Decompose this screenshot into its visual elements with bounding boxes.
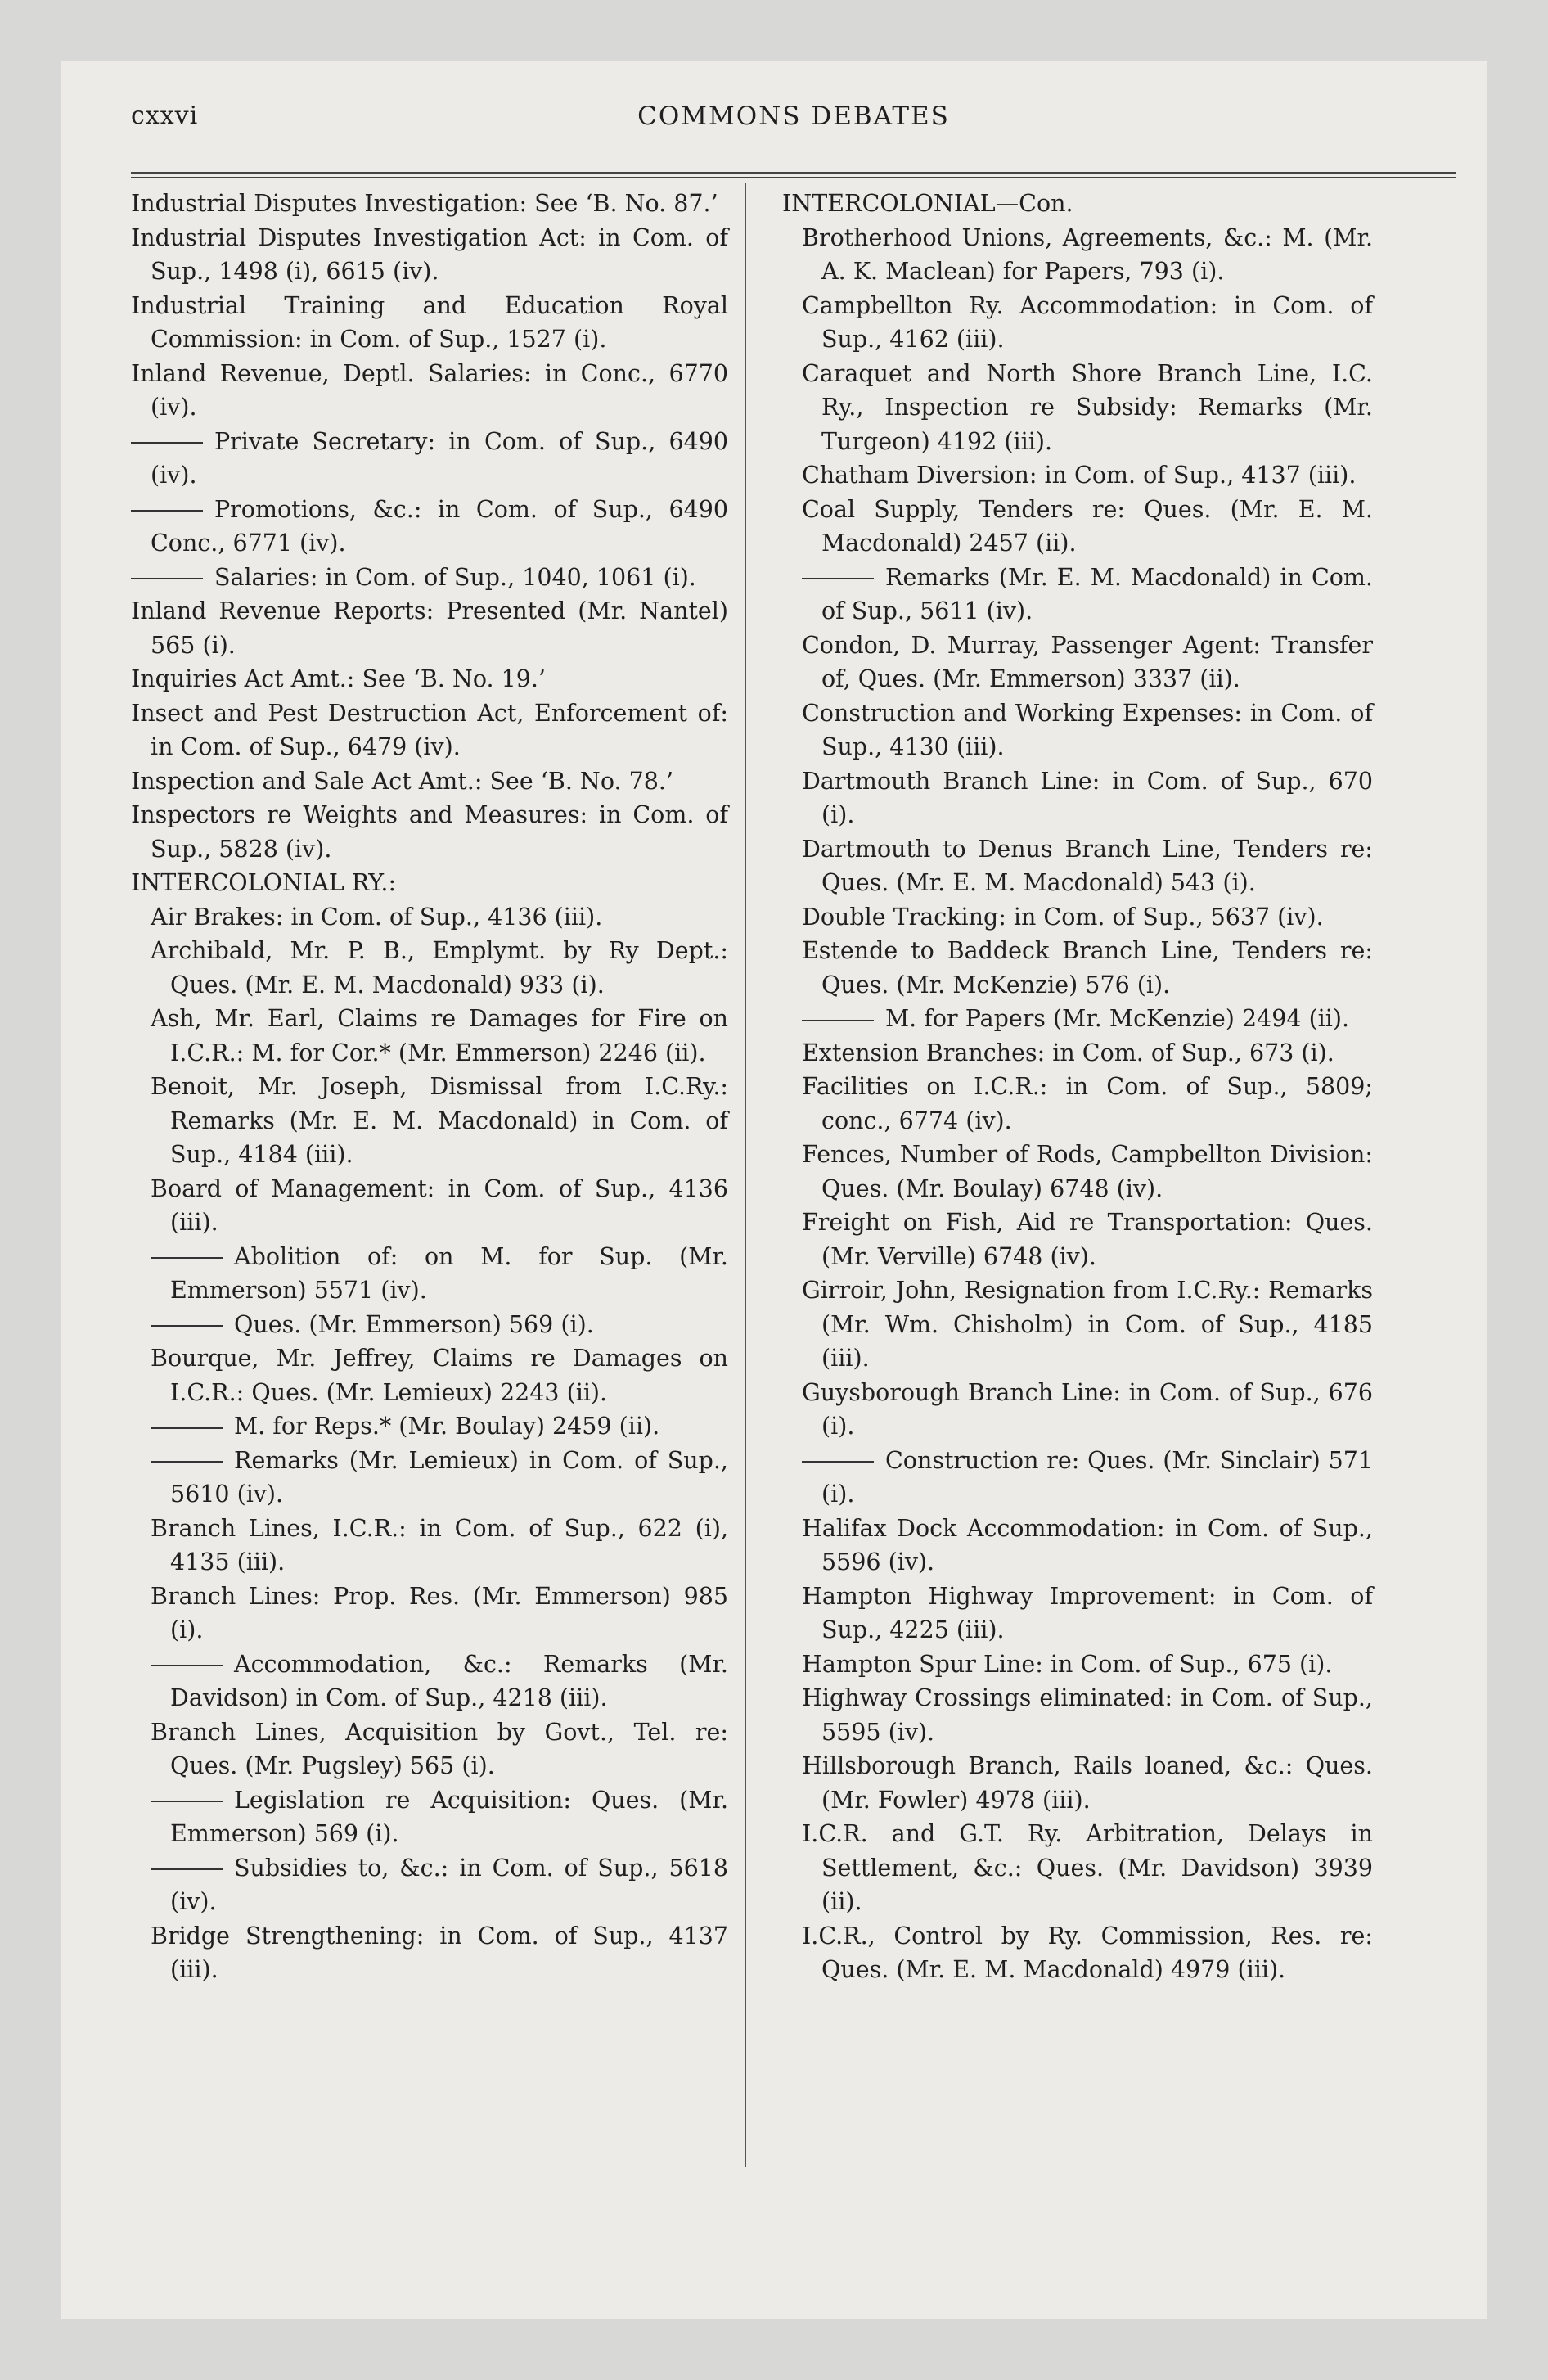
ditto-dash (802, 1461, 874, 1463)
ditto-dash (131, 578, 203, 579)
index-entry (151, 1648, 728, 1715)
ditto-dash (131, 510, 203, 512)
index-entry (802, 1681, 1373, 1749)
index-heading (782, 187, 1373, 221)
index-entry (151, 1783, 728, 1851)
ditto-dash (802, 578, 874, 579)
index-entry (131, 425, 728, 493)
index-entry (802, 1919, 1373, 1987)
entry-text: Caraquet and North Shore Branch Line, I.C. Ry., Inspection re Subsidy: Remarks (Mr. Turgeon) 4192 (iii). (802, 359, 1373, 455)
index-entry (802, 832, 1373, 900)
index-entry (151, 1444, 728, 1512)
entry-text: Ques. (Mr. Emmerson) 569 (i). (234, 1310, 594, 1338)
entry-text: Facilities on I.C.R.: in Com. of Sup., 5809; conc., 6774 (iv). (802, 1073, 1373, 1134)
index-entry (802, 1580, 1373, 1648)
ditto-dash (151, 1801, 223, 1802)
entry-text: Benoit, Mr. Joseph, Dismissal from I.C.Ry.: Remarks (Mr. E. M. Macdonald) in Com. of Sup., 4184 (iii). (151, 1073, 728, 1168)
entry-text: Double Tracking: in Com. of Sup., 5637 (iv). (802, 903, 1324, 931)
index-entry (802, 1444, 1373, 1512)
entry-text: M. for Reps.* (Mr. Boulay) 2459 (ii). (234, 1413, 660, 1440)
document-page (61, 61, 1487, 2319)
entry-text: Inspection and Sale Act Amt.: See ‘B. No. 78.’ (131, 767, 674, 795)
index-entry (151, 1919, 728, 1987)
index-entry (151, 1580, 728, 1648)
ditto-dash (151, 1665, 223, 1666)
header-rule (131, 172, 1456, 174)
index-entry (802, 1036, 1373, 1071)
index-entry (151, 1409, 728, 1444)
index-entry (131, 662, 728, 696)
index-entry (151, 1308, 728, 1342)
entry-text: Insect and Pest Destruction Act, Enforcement of: in Com. of Sup., 6479 (iv). (131, 699, 728, 760)
index-heading (131, 866, 728, 900)
index-entry (151, 900, 728, 935)
index-entry (802, 629, 1373, 696)
index-entry (131, 764, 728, 799)
entry-text: Inquiries Act Amt.: See ‘B. No. 19.’ (131, 665, 546, 692)
index-entry (151, 1341, 728, 1409)
index-entry (151, 934, 728, 1002)
entry-text: Dartmouth to Denus Branch Line, Tenders re: Ques. (Mr. E. M. Macdonald) 543 (i). (802, 835, 1373, 896)
entry-text: Girroir, John, Resignation from I.C.Ry.: Remarks (Mr. Wm. Chisholm) in Com. of Sup., 4185 (iii). (802, 1277, 1373, 1372)
entry-text: M. for Papers (Mr. McKenzie) 2494 (ii). (885, 1005, 1350, 1032)
entry-text: Branch Lines: Prop. Res. (Mr. Emmerson) 985 (i). (151, 1582, 728, 1643)
index-entry (131, 798, 728, 866)
entry-text: I.C.R., Control by Ry. Commission, Res. re: Ques. (Mr. E. M. Macdonald) 4979 (iii). (802, 1922, 1373, 1983)
index-entry (802, 1817, 1373, 1919)
entry-text: Salaries: in Com. of Sup., 1040, 1061 (i). (214, 563, 696, 591)
entry-text: Industrial Disputes Investigation Act: in Com. of Sup., 1498 (i), 6615 (iv). (131, 223, 728, 285)
ditto-dash (131, 442, 203, 444)
index-entry (151, 1512, 728, 1580)
entry-text: Industrial Disputes Investigation: See ‘B. No. 87.’ (131, 190, 718, 217)
ditto-dash (151, 1868, 223, 1870)
index-entry (802, 493, 1373, 561)
entry-text: Highway Crossings eliminated: in Com. of Sup., 5595 (iv). (802, 1684, 1373, 1746)
entry-text: Hillsborough Branch, Rails loaned, &c.: Ques. (Mr. Fowler) 4978 (iii). (802, 1752, 1373, 1814)
index-entry (131, 561, 728, 595)
entry-text: Air Brakes: in Com. of Sup., 4136 (iii). (151, 903, 603, 931)
entry-text: Extension Branches: in Com. of Sup., 673 (i). (802, 1039, 1334, 1066)
entry-text: Guysborough Branch Line: in Com. of Sup., 676 (i). (802, 1378, 1373, 1440)
index-entry (802, 1376, 1373, 1444)
index-entry (802, 221, 1373, 289)
index-entry (802, 764, 1373, 832)
entry-text: Bridge Strengthening: in Com. of Sup., 4137 (iii). (151, 1922, 728, 1983)
entry-text: I.C.R. and G.T. Ry. Arbitration, Delays in Settlement, &c.: Ques. (Mr. Davidson) 3939 (ii). (802, 1820, 1373, 1915)
entry-text: Chatham Diversion: in Com. of Sup., 4137 (iii). (802, 462, 1357, 489)
entry-text: Archibald, Mr. P. B., Emplymt. by Ry Dept.: Ques. (Mr. E. M. Macdonald) 933 (i). (151, 937, 728, 998)
entry-text: Construction and Working Expenses: in Com. of Sup., 4130 (iii). (802, 699, 1373, 760)
entry-text: Private Secretary: in Com. of Sup., 6490 (iv). (151, 427, 728, 489)
index-entry (802, 561, 1373, 629)
entry-text: Remarks (Mr. E. M. Macdonald) in Com. of Sup., 5611 (iv). (821, 563, 1373, 624)
index-entry (802, 458, 1373, 493)
running-title: COMMONS DEBATES (637, 101, 950, 131)
index-entry (151, 1172, 728, 1240)
entry-text: Hampton Spur Line: in Com. of Sup., 675 (i). (802, 1650, 1333, 1678)
index-entry (802, 1749, 1373, 1817)
index-entry (802, 900, 1373, 935)
ditto-dash (151, 1325, 223, 1327)
entry-text: Inland Revenue, Deptl. Salaries: in Conc., 6770 (iv). (131, 359, 728, 421)
entry-text: INTERCOLONIAL—Con. (782, 190, 1073, 217)
entry-text: Remarks (Mr. Lemieux) in Com. of Sup., 5610 (iv). (170, 1446, 728, 1508)
index-entry (802, 1206, 1373, 1273)
entry-text: Promotions, &c.: in Com. of Sup., 6490 Conc., 6771 (iv). (151, 495, 728, 557)
entry-text: Freight on Fish, Aid re Transportation: Ques. (Mr. Verville) 6748 (iv). (802, 1209, 1373, 1270)
entry-text: Condon, D. Murray, Passenger Agent: Transfer of, Ques. (Mr. Emmerson) 3337 (ii). (802, 631, 1373, 692)
page-header (131, 101, 1456, 142)
entry-text: Branch Lines, Acquisition by Govt., Tel. re: Ques. (Mr. Pugsley) 565 (i). (151, 1718, 728, 1779)
index-entry (802, 1512, 1373, 1580)
index-entry (131, 357, 728, 425)
ditto-dash (151, 1427, 223, 1429)
entry-text: Legislation re Acquisition: Ques. (Mr. Emmerson) 569 (i). (170, 1786, 728, 1847)
index-entry (802, 1002, 1373, 1036)
entry-text: Hampton Highway Improvement: in Com. of Sup., 4225 (iii). (802, 1582, 1373, 1643)
ditto-dash (151, 1257, 223, 1259)
entry-text: Industrial Training and Education Royal Commission: in Com. of Sup., 1527 (i). (131, 291, 728, 353)
entry-text: Bourque, Mr. Jeffrey, Claims re Damages on I.C.R.: Ques. (Mr. Lemieux) 2243 (ii). (151, 1345, 728, 1406)
index-entry (151, 1070, 728, 1172)
index-entry (131, 289, 728, 357)
page-number: cxxvi (131, 101, 199, 130)
column-divider (745, 183, 746, 2167)
index-entry (151, 1240, 728, 1308)
entry-text: Board of Management: in Com. of Sup., 4136 (iii). (151, 1174, 728, 1236)
entry-text: Subsidies to, &c.: in Com. of Sup., 5618 (iv). (170, 1854, 728, 1915)
entry-text: Brotherhood Unions, Agreements, &c.: M. (Mr. A. K. Maclean) for Papers, 793 (i). (802, 223, 1373, 285)
index-entry (131, 221, 728, 289)
index-entry (131, 594, 728, 662)
entry-text: Ash, Mr. Earl, Claims re Damages for Fire on I.C.R.: M. for Cor.* (Mr. Emmerson) 2246 (ii). (151, 1005, 728, 1066)
header-rule-thin (131, 177, 1456, 178)
entry-text: Construction re: Ques. (Mr. Sinclair) 571 (i). (821, 1446, 1373, 1508)
index-entry (802, 1648, 1373, 1682)
entry-text: Inland Revenue Reports: Presented (Mr. Nantel) 565 (i). (131, 597, 728, 659)
index-entry (151, 1851, 728, 1919)
index-entry (131, 493, 728, 561)
entry-text: Campbellton Ry. Accommodation: in Com. of Sup., 4162 (iii). (802, 291, 1373, 353)
index-entry (802, 696, 1373, 764)
entry-text: INTERCOLONIAL RY.: (131, 869, 397, 896)
entry-text: Dartmouth Branch Line: in Com. of Sup., 670 (i). (802, 767, 1373, 828)
index-entry (151, 1002, 728, 1070)
index-entry (802, 934, 1373, 1002)
index-entry (802, 357, 1373, 459)
entry-text: Halifax Dock Accommodation: in Com. of Sup., 5596 (iv). (802, 1514, 1373, 1575)
index-entry (802, 289, 1373, 357)
ditto-dash (151, 1461, 223, 1463)
index-entry (802, 1070, 1373, 1138)
index-entry (131, 696, 728, 764)
entry-text: Branch Lines, I.C.R.: in Com. of Sup., 622 (i), 4135 (iii). (151, 1514, 728, 1575)
entry-text: Inspectors re Weights and Measures: in Com. of Sup., 5828 (iv). (131, 801, 728, 863)
index-entry (151, 1715, 728, 1783)
entry-text: Abolition of: on M. for Sup. (Mr. Emmerson) 5571 (iv). (170, 1242, 728, 1304)
entry-text: Estende to Baddeck Branch Line, Tenders re: Ques. (Mr. McKenzie) 576 (i). (802, 937, 1373, 998)
entry-text: Accommodation, &c.: Remarks (Mr. Davidson) in Com. of Sup., 4218 (iii). (170, 1650, 728, 1711)
entry-text: Coal Supply, Tenders re: Ques. (Mr. E. M. Macdonald) 2457 (ii). (802, 495, 1373, 557)
index-entry (802, 1138, 1373, 1206)
index-entry (131, 187, 728, 221)
right-column (782, 187, 1373, 1987)
entry-text: Fences, Number of Rods, Campbellton Division: Ques. (Mr. Boulay) 6748 (iv). (802, 1141, 1373, 1202)
left-column (131, 187, 728, 1987)
ditto-dash (802, 1020, 874, 1021)
index-entry (802, 1273, 1373, 1376)
